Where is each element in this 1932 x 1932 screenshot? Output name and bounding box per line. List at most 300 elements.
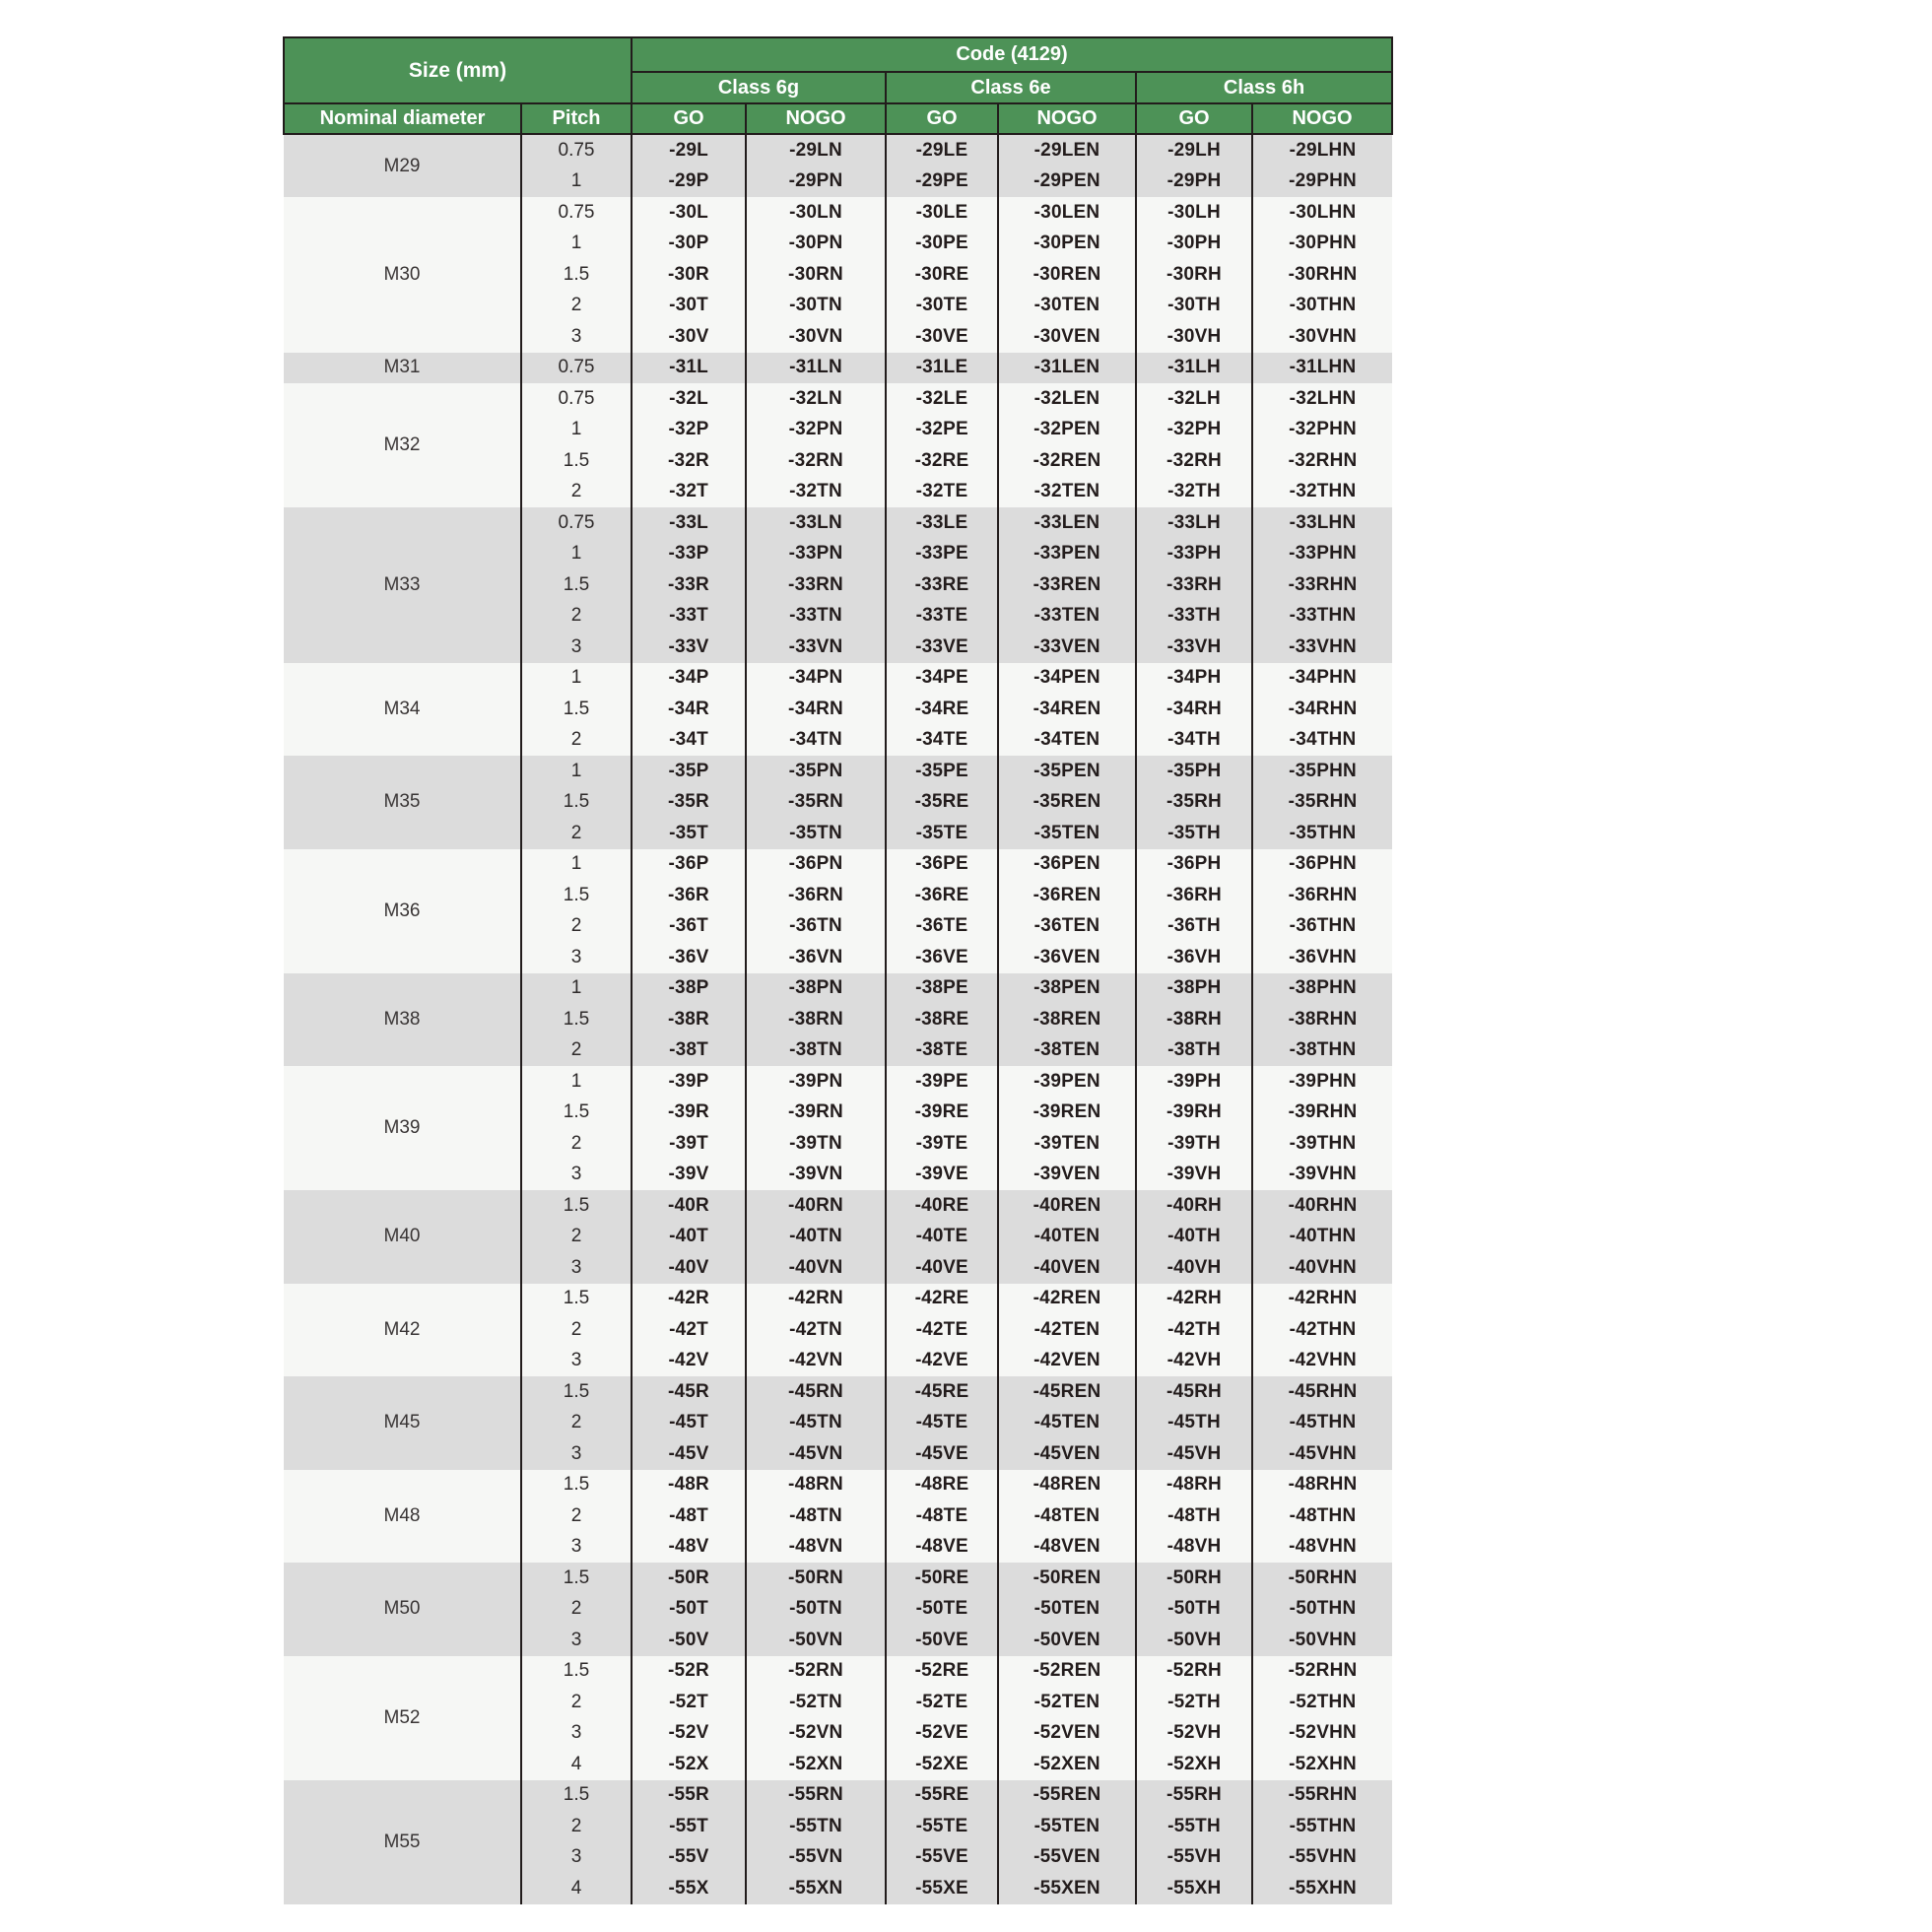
table-row <box>284 849 1392 881</box>
code-cell: -39RHN <box>1252 1098 1392 1129</box>
pitch-cell: 0.75 <box>521 383 632 415</box>
table-row <box>284 663 1392 695</box>
code-cell: -34T <box>632 725 746 757</box>
code-cell: -42TH <box>1136 1314 1252 1346</box>
code-cell: -40REN <box>998 1190 1136 1222</box>
code-cell: -42THN <box>1252 1314 1392 1346</box>
code-cell: -36R <box>632 880 746 911</box>
code-cell: -52RHN <box>1252 1656 1392 1688</box>
code-cell: -38T <box>632 1035 746 1067</box>
code-cell: -35TEN <box>998 818 1136 849</box>
pitch-cell: 2 <box>521 1035 632 1067</box>
code-cell: -45VEN <box>998 1438 1136 1470</box>
code-cell: -35T <box>632 818 746 849</box>
code-cell: -33PH <box>1136 539 1252 570</box>
code-cell: -55XN <box>746 1873 886 1904</box>
code-cell: -35TH <box>1136 818 1252 849</box>
header-row-titles <box>284 37 1392 72</box>
code-cell: -50TE <box>886 1594 998 1626</box>
code-cell: -35PH <box>1136 756 1252 787</box>
code-cell: -30VN <box>746 321 886 353</box>
code-cell: -33LEN <box>998 507 1136 539</box>
code-cell: -39PH <box>1136 1066 1252 1098</box>
code-cell: -50T <box>632 1594 746 1626</box>
code-cell: -33PN <box>746 539 886 570</box>
code-cell: -33PE <box>886 539 998 570</box>
code-cell: -40RN <box>746 1190 886 1222</box>
code-cell: -52RN <box>746 1656 886 1688</box>
pitch-cell: 3 <box>521 632 632 663</box>
code-cell: -40TEN <box>998 1222 1136 1253</box>
code-cell: -36RE <box>886 880 998 911</box>
code-cell: -36TE <box>886 911 998 943</box>
code-cell: -48VN <box>746 1532 886 1564</box>
pitch-cell: 1.5 <box>521 1098 632 1129</box>
code-cell: -38THN <box>1252 1035 1392 1067</box>
code-cell: -39PN <box>746 1066 886 1098</box>
code-cell: -34RH <box>1136 694 1252 725</box>
code-cell: -33T <box>632 601 746 633</box>
diameter-cell: M32 <box>284 383 521 507</box>
code-cell: -40VHN <box>1252 1252 1392 1284</box>
code-cell: -45TN <box>746 1408 886 1439</box>
code-cell: -29PN <box>746 167 886 198</box>
code-cell: -29PHN <box>1252 167 1392 198</box>
code-cell: -33LHN <box>1252 507 1392 539</box>
code-cell: -32RHN <box>1252 445 1392 477</box>
code-cell: -33TEN <box>998 601 1136 633</box>
code-cell: -40RHN <box>1252 1190 1392 1222</box>
code-cell: -39V <box>632 1160 746 1191</box>
code-cell: -40RE <box>886 1190 998 1222</box>
code-cell: -32PE <box>886 415 998 446</box>
code-cell: -32P <box>632 415 746 446</box>
code-cell: -33LN <box>746 507 886 539</box>
code-cell: -48THN <box>1252 1500 1392 1532</box>
code-cell: -52TEN <box>998 1687 1136 1718</box>
pitch-cell: 1 <box>521 539 632 570</box>
code-cell: -33RN <box>746 569 886 601</box>
code-cell: -42TN <box>746 1314 886 1346</box>
code-cell: -33REN <box>998 569 1136 601</box>
thread-gauge-code-table <box>283 36 1393 1904</box>
code-cell: -39PEN <box>998 1066 1136 1098</box>
pitch-cell: 2 <box>521 477 632 508</box>
code-cell: -36TEN <box>998 911 1136 943</box>
code-cell: -40RH <box>1136 1190 1252 1222</box>
code-cell: -45VH <box>1136 1438 1252 1470</box>
code-cell: -29LEN <box>998 134 1136 167</box>
code-cell: -30T <box>632 291 746 322</box>
nogo-header-6g: NOGO <box>746 103 886 134</box>
class-6e-header: Class 6e <box>886 72 1136 103</box>
code-cell: -34PE <box>886 663 998 695</box>
pitch-cell: 2 <box>521 291 632 322</box>
code-cell: -48VHN <box>1252 1532 1392 1564</box>
code-cell: -30TEN <box>998 291 1136 322</box>
pitch-cell: 1 <box>521 756 632 787</box>
code-cell: -30TE <box>886 291 998 322</box>
code-cell: -33TH <box>1136 601 1252 633</box>
go-header-6e: GO <box>886 103 998 134</box>
code-cell: -34THN <box>1252 725 1392 757</box>
table-row <box>284 1656 1392 1688</box>
code-cell: -55V <box>632 1842 746 1874</box>
code-cell: -30RN <box>746 259 886 291</box>
table-row <box>284 1284 1392 1315</box>
go-header-6g: GO <box>632 103 746 134</box>
code-cell: -34TE <box>886 725 998 757</box>
code-cell: -48TH <box>1136 1500 1252 1532</box>
code-cell: -31LN <box>746 353 886 384</box>
code-cell: -32LEN <box>998 383 1136 415</box>
code-cell: -30R <box>632 259 746 291</box>
code-cell: -33LE <box>886 507 998 539</box>
code-cell: -42R <box>632 1284 746 1315</box>
code-cell: -34TEN <box>998 725 1136 757</box>
pitch-cell: 0.75 <box>521 507 632 539</box>
code-cell: -38TH <box>1136 1035 1252 1067</box>
code-cell: -52XH <box>1136 1749 1252 1780</box>
code-cell: -55VH <box>1136 1842 1252 1874</box>
code-cell: -38REN <box>998 1004 1136 1035</box>
code-cell: -39VEN <box>998 1160 1136 1191</box>
pitch-cell: 2 <box>521 1128 632 1160</box>
table-row <box>284 1780 1392 1812</box>
code-cell: -42REN <box>998 1284 1136 1315</box>
code-cell: -33TE <box>886 601 998 633</box>
pitch-cell: 2 <box>521 725 632 757</box>
code-cell: -35THN <box>1252 818 1392 849</box>
code-cell: -50THN <box>1252 1594 1392 1626</box>
table-row <box>284 197 1392 229</box>
code-cell: -52TN <box>746 1687 886 1718</box>
code-cell: -31LHN <box>1252 353 1392 384</box>
code-cell: -42VEN <box>998 1346 1136 1377</box>
pitch-cell: 4 <box>521 1873 632 1904</box>
code-cell: -52RH <box>1136 1656 1252 1688</box>
code-cell: -45RE <box>886 1376 998 1408</box>
code-cell: -50VH <box>1136 1625 1252 1656</box>
code-cell: -39PHN <box>1252 1066 1392 1098</box>
code-cell: -35RN <box>746 787 886 819</box>
code-cell: -50RH <box>1136 1563 1252 1594</box>
code-cell: -48T <box>632 1500 746 1532</box>
code-cell: -34P <box>632 663 746 695</box>
code-cell: -40VN <box>746 1252 886 1284</box>
pitch-cell: 3 <box>521 1532 632 1564</box>
nogo-header-6h: NOGO <box>1252 103 1392 134</box>
code-cell: -55RHN <box>1252 1780 1392 1812</box>
code-cell: -36TN <box>746 911 886 943</box>
code-cell: -30PEN <box>998 229 1136 260</box>
pitch-cell: 4 <box>521 1749 632 1780</box>
code-cell: -30TN <box>746 291 886 322</box>
code-cell: -55XH <box>1136 1873 1252 1904</box>
code-cell: -55VEN <box>998 1842 1136 1874</box>
code-cell: -55XE <box>886 1873 998 1904</box>
code-cell: -55T <box>632 1811 746 1842</box>
code-cell: -48TN <box>746 1500 886 1532</box>
code-cell: -33THN <box>1252 601 1392 633</box>
code-cell: -35PN <box>746 756 886 787</box>
go-header-6h: GO <box>1136 103 1252 134</box>
pitch-cell: 1 <box>521 663 632 695</box>
code-cell: -30LEN <box>998 197 1136 229</box>
pitch-cell: 2 <box>521 1687 632 1718</box>
pitch-cell: 1.5 <box>521 1656 632 1688</box>
code-cell: -55RH <box>1136 1780 1252 1812</box>
pitch-cell: 2 <box>521 1408 632 1439</box>
code-cell: -52REN <box>998 1656 1136 1688</box>
code-cell: -31LEN <box>998 353 1136 384</box>
pitch-cell: 1.5 <box>521 259 632 291</box>
code-cell: -45V <box>632 1438 746 1470</box>
code-cell: -35TN <box>746 818 886 849</box>
code-cell: -30VEN <box>998 321 1136 353</box>
code-cell: -35TE <box>886 818 998 849</box>
diameter-cell: M39 <box>284 1066 521 1190</box>
table-row <box>284 353 1392 384</box>
code-cell: -39PE <box>886 1066 998 1098</box>
code-cell: -33VH <box>1136 632 1252 663</box>
code-cell: -31LE <box>886 353 998 384</box>
code-cell: -34TH <box>1136 725 1252 757</box>
code-cell: -45THN <box>1252 1408 1392 1439</box>
code-cell: -40THN <box>1252 1222 1392 1253</box>
code-cell: -39P <box>632 1066 746 1098</box>
code-cell: -42VH <box>1136 1346 1252 1377</box>
table-row <box>284 1470 1392 1501</box>
pitch-cell: 3 <box>521 1252 632 1284</box>
code-cell: -50TH <box>1136 1594 1252 1626</box>
code-cell: -33VN <box>746 632 886 663</box>
code-cell: -32LN <box>746 383 886 415</box>
pitch-cell: 1.5 <box>521 694 632 725</box>
code-cell: -33PEN <box>998 539 1136 570</box>
code-cell: -33V <box>632 632 746 663</box>
diameter-cell: M45 <box>284 1376 521 1470</box>
code-cell: -48RH <box>1136 1470 1252 1501</box>
table-row <box>284 756 1392 787</box>
diameter-cell: M31 <box>284 353 521 384</box>
code-cell: -35R <box>632 787 746 819</box>
diameter-cell: M40 <box>284 1190 521 1284</box>
diameter-cell: M42 <box>284 1284 521 1377</box>
code-cell: -42VN <box>746 1346 886 1377</box>
code-cell: -32TEN <box>998 477 1136 508</box>
diameter-cell: M38 <box>284 973 521 1067</box>
code-cell: -42RHN <box>1252 1284 1392 1315</box>
code-cell: -38RHN <box>1252 1004 1392 1035</box>
code-cell: -39THN <box>1252 1128 1392 1160</box>
code-cell: -34PH <box>1136 663 1252 695</box>
code-cell: -35PEN <box>998 756 1136 787</box>
code-cell: -30LN <box>746 197 886 229</box>
pitch-cell: 3 <box>521 1718 632 1750</box>
code-cell: -35REN <box>998 787 1136 819</box>
code-cell: -33VEN <box>998 632 1136 663</box>
code-cell: -32THN <box>1252 477 1392 508</box>
code-cell: -34PEN <box>998 663 1136 695</box>
code-cell: -30RE <box>886 259 998 291</box>
code-cell: -40VE <box>886 1252 998 1284</box>
code-cell: -30PHN <box>1252 229 1392 260</box>
code-cell: -30L <box>632 197 746 229</box>
code-cell: -29LN <box>746 134 886 167</box>
diameter-cell: M50 <box>284 1563 521 1656</box>
code-cell: -32PHN <box>1252 415 1392 446</box>
code-cell: -38TEN <box>998 1035 1136 1067</box>
code-cell: -50TEN <box>998 1594 1136 1626</box>
code-cell: -39VH <box>1136 1160 1252 1191</box>
code-cell: -50REN <box>998 1563 1136 1594</box>
code-cell: -50RN <box>746 1563 886 1594</box>
code-cell: -36VN <box>746 942 886 973</box>
pitch-cell: 0.75 <box>521 134 632 167</box>
code-cell: -45VN <box>746 1438 886 1470</box>
code-cell: -52VH <box>1136 1718 1252 1750</box>
code-cell: -52TE <box>886 1687 998 1718</box>
pitch-cell: 1.5 <box>521 569 632 601</box>
code-cell: -52THN <box>1252 1687 1392 1718</box>
diameter-cell: M35 <box>284 756 521 849</box>
code-cell: -36VE <box>886 942 998 973</box>
code-cell: -45VE <box>886 1438 998 1470</box>
code-cell: -48VE <box>886 1532 998 1564</box>
code-cell: -45TH <box>1136 1408 1252 1439</box>
code-cell: -52V <box>632 1718 746 1750</box>
table-body <box>284 134 1392 1904</box>
code-cell: -30TH <box>1136 291 1252 322</box>
pitch-cell: 2 <box>521 818 632 849</box>
code-cell: -39R <box>632 1098 746 1129</box>
code-cell: -33VHN <box>1252 632 1392 663</box>
code-cell: -55TEN <box>998 1811 1136 1842</box>
class-6h-header: Class 6h <box>1136 72 1392 103</box>
code-cell: -30VE <box>886 321 998 353</box>
pitch-cell: 1 <box>521 415 632 446</box>
pitch-cell: 1 <box>521 229 632 260</box>
code-cell: -30LH <box>1136 197 1252 229</box>
code-cell: -40V <box>632 1252 746 1284</box>
pitch-cell: 1.5 <box>521 1563 632 1594</box>
code-cell: -32TH <box>1136 477 1252 508</box>
code-cell: -35RH <box>1136 787 1252 819</box>
code-cell: -38PH <box>1136 973 1252 1005</box>
code-cell: -39RH <box>1136 1098 1252 1129</box>
code-cell: -48TEN <box>998 1500 1136 1532</box>
code-cell: -36VHN <box>1252 942 1392 973</box>
code-cell: -45RHN <box>1252 1376 1392 1408</box>
table-header <box>284 37 1392 134</box>
nominal-diameter-header: Nominal diameter <box>284 103 521 134</box>
code-cell: -52VE <box>886 1718 998 1750</box>
code-cell: -52R <box>632 1656 746 1688</box>
code-cell: -36PHN <box>1252 849 1392 881</box>
code-cell: -52XN <box>746 1749 886 1780</box>
code-cell: -39TEN <box>998 1128 1136 1160</box>
code-cell: -32LE <box>886 383 998 415</box>
code-cell: -32L <box>632 383 746 415</box>
code-cell: -36REN <box>998 880 1136 911</box>
code-cell: -35RHN <box>1252 787 1392 819</box>
code-cell: -39TE <box>886 1128 998 1160</box>
code-cell: -55TN <box>746 1811 886 1842</box>
code-cell: -36V <box>632 942 746 973</box>
code-cell: -33LH <box>1136 507 1252 539</box>
code-cell: -32PH <box>1136 415 1252 446</box>
code-cell: -52RE <box>886 1656 998 1688</box>
code-cell: -52XEN <box>998 1749 1136 1780</box>
code-cell: -33RE <box>886 569 998 601</box>
code-cell: -32TN <box>746 477 886 508</box>
code-cell: -40R <box>632 1190 746 1222</box>
code-cell: -29LE <box>886 134 998 167</box>
pitch-cell: 1.5 <box>521 1376 632 1408</box>
code-cell: -33VE <box>886 632 998 663</box>
code-cell: -45RN <box>746 1376 886 1408</box>
code-cell: -30P <box>632 229 746 260</box>
code-cell: -50V <box>632 1625 746 1656</box>
code-cell: -29LH <box>1136 134 1252 167</box>
pitch-cell: 0.75 <box>521 197 632 229</box>
table-row <box>284 1066 1392 1098</box>
pitch-cell: 1.5 <box>521 1780 632 1812</box>
pitch-cell: 2 <box>521 601 632 633</box>
code-cell: -45TE <box>886 1408 998 1439</box>
pitch-cell: 2 <box>521 911 632 943</box>
code-cell: -32T <box>632 477 746 508</box>
code-cell: -33R <box>632 569 746 601</box>
code-cell: -40T <box>632 1222 746 1253</box>
code-cell: -30V <box>632 321 746 353</box>
code-cell: -38PN <box>746 973 886 1005</box>
code-cell: -39VN <box>746 1160 886 1191</box>
code-cell: -50TN <box>746 1594 886 1626</box>
diameter-cell: M33 <box>284 507 521 663</box>
code-cell: -34RE <box>886 694 998 725</box>
code-cell: -32PEN <box>998 415 1136 446</box>
code-cell: -29PE <box>886 167 998 198</box>
pitch-cell: 2 <box>521 1314 632 1346</box>
class-6g-header: Class 6g <box>632 72 886 103</box>
code-cell: -35RE <box>886 787 998 819</box>
code-cell: -55R <box>632 1780 746 1812</box>
code-cell: -34R <box>632 694 746 725</box>
code-cell: -55VHN <box>1252 1842 1392 1874</box>
code-cell: -38P <box>632 973 746 1005</box>
code-cell: -33RHN <box>1252 569 1392 601</box>
table-row <box>284 1376 1392 1408</box>
code-cell: -45T <box>632 1408 746 1439</box>
code-cell: -30THN <box>1252 291 1392 322</box>
table-row <box>284 1563 1392 1594</box>
code-cell: -29L <box>632 134 746 167</box>
diameter-cell: M34 <box>284 663 521 757</box>
code-cell: -55RN <box>746 1780 886 1812</box>
code-cell: -30PH <box>1136 229 1252 260</box>
code-cell: -32TE <box>886 477 998 508</box>
code-cell: -48VH <box>1136 1532 1252 1564</box>
code-cell: -40VH <box>1136 1252 1252 1284</box>
pitch-cell: 3 <box>521 1160 632 1191</box>
pitch-header: Pitch <box>521 103 632 134</box>
diameter-cell: M36 <box>284 849 521 973</box>
code-cell: -34PN <box>746 663 886 695</box>
code-cell: -42TEN <box>998 1314 1136 1346</box>
code-cell: -55TH <box>1136 1811 1252 1842</box>
